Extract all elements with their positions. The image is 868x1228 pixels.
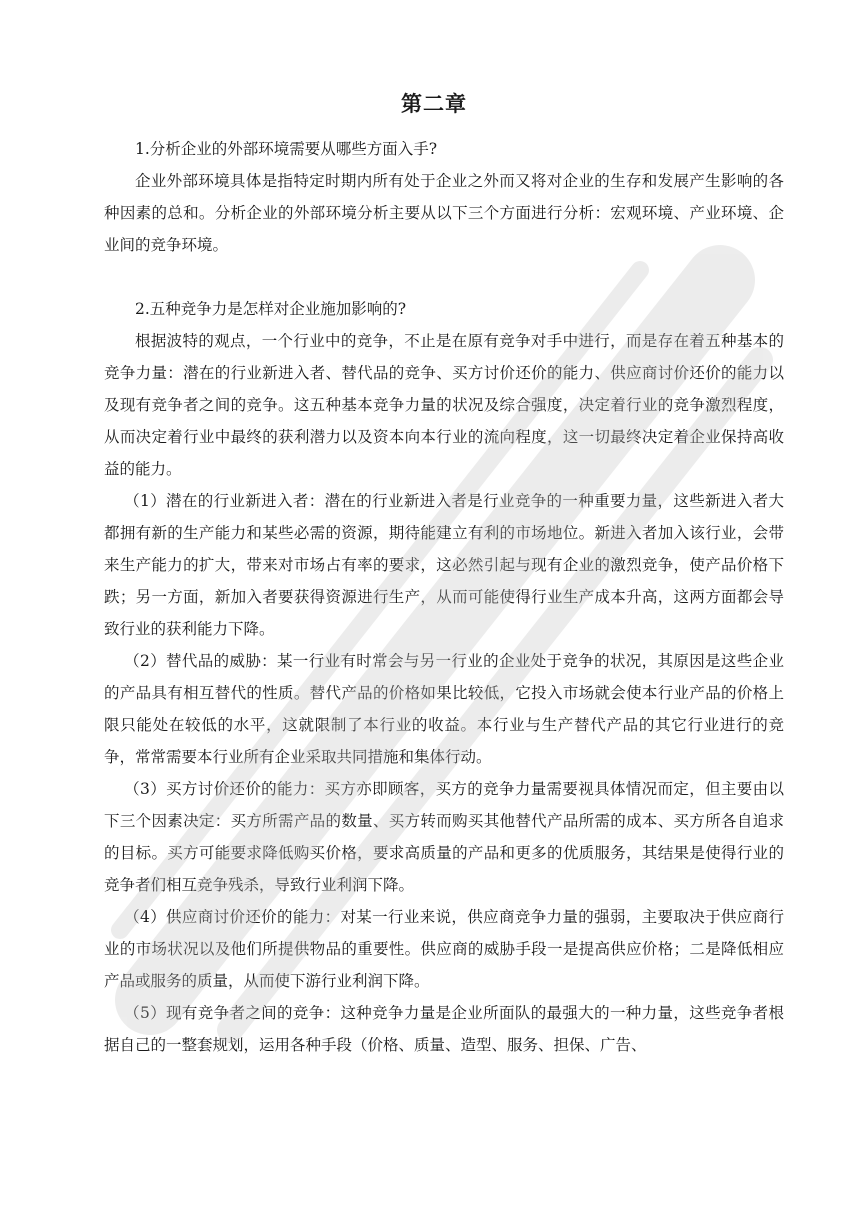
question-2: 2.五种竞争力是怎样对企业施加影响的? [135,300,407,318]
document-body [104,133,784,1061]
answer-2-item-4: （4）供应商讨价还价的能力：对某一行业来说，供应商竞争力量的强弱，主要取决于供应商行业的市场状况以及他们所提供物品的重要性。供应商的威胁手段一是提高供应价格；二是降低相应产品或服务的质量，从而使下游行业利润下降。 [104,908,784,990]
answer-2-item-5: （5）现有竞争者之间的竞争：这种竞争力量是企业所面队的最强大的一种力量，这些竞争者根据自己的一整套规划，运用各种手段（价格、质量、造型、服务、担保、广告、 [104,1004,784,1054]
answer-2-intro-paragraph: 根据波特的观点，一个行业中的竞争，不止是在原有竞争对手中进行，而是存在着五种基本的竞争力量：潜在的行业新进入者、替代品的竞争、买方讨价还价的能力、供应商讨价还价的能力以及现有竞争者之间的竞争。这五种基本竞争力量的状况及综合强度，决定着行业的竞争激烈程度，从而决定着行业中最终的获利潜力以及资本向本行业的流向程度，这一切最终决定着企业保持高收益的能力。 [104,332,784,478]
answer-1-paragraph: 企业外部环境具体是指特定时期内所有处于企业之外而又将对企业的生存和发展产生影响的各种因素的总和。分析企业的外部环境分析主要从以下三个方面进行分析：宏观环境、产业环境、企业间的竞争环境。 [104,172,784,254]
answer-2-item-1: （1）潜在的行业新进入者：潜在的行业新进入者是行业竞争的一种重要力量，这些新进入者大都拥有新的生产能力和某些必需的资源，期待能建立有利的市场地位。新进入者加入该行业，会带来生产能力的扩大，带来对市场占有率的要求，这必然引起与现有企业的激烈竞争，使产品价格下跌；另一方面，新加入者要获得资源进行生产，从而可能使得行业生产成本升高，这两方面都会导致行业的获利能力下降。 [104,492,784,638]
answer-2-item-2: （2）替代品的威胁：某一行业有时常会与另一行业的企业处于竞争的状况，其原因是这些企业的产品具有相互替代的性质。替代产品的价格如果比较低，它投入市场就会使本行业产品的价格上限只能处在较低的水平，这就限制了本行业的收益。本行业与生产替代产品的其它行业进行的竞争，常常需要本行业所有企业采取共同措施和集体行动。 [104,652,784,766]
question-1: 1.分析企业的外部环境需要从哪些方面入手? [135,140,438,158]
chapter-title: 第二章 [401,92,467,116]
answer-2-item-3: （3）买方讨价还价的能力：买方亦即顾客，买方的竞争力量需要视具体情况而定，但主要由以下三个因素决定：买方所需产品的数量、买方转而购买其他替代产品所需的成本、买方所各自追求的目标。买方可能要求降低购买价格，要求高质量的产品和更多的优质服务，其结果是使得行业的竞争者们相互竞争残杀，导致行业利润下降。 [104,780,784,894]
